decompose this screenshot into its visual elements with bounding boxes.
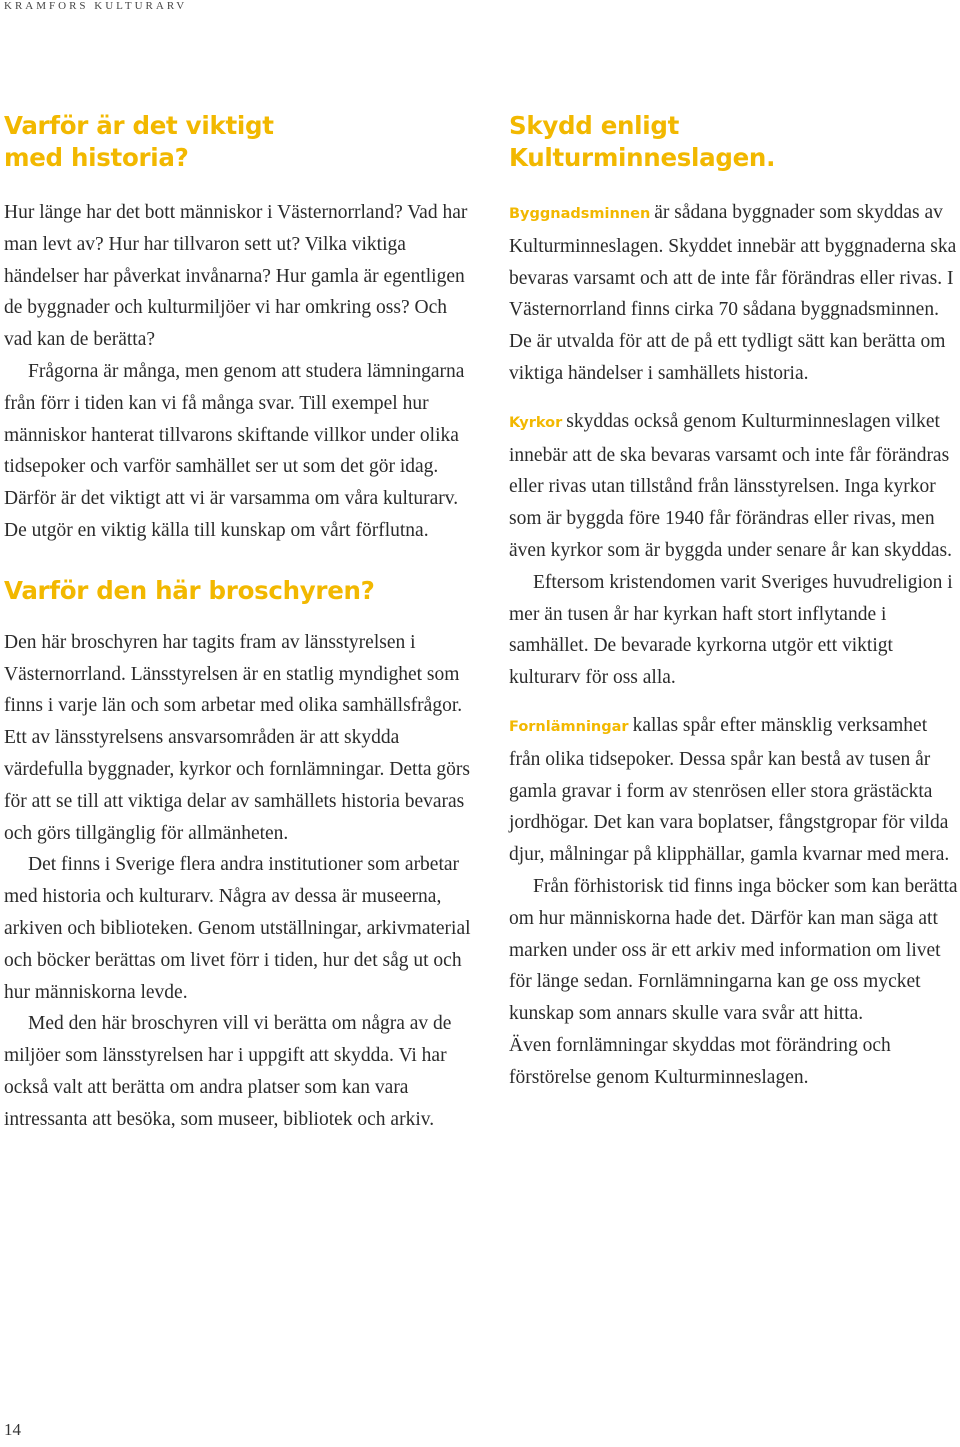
paragraph-brochure-purpose: Med den här broschyren vill vi berätta om några av de miljöer som länsstyrelsen har i uppgift att skydda. Vi har också valt att berätta om andra platser som kan vara intressanta att besöka, som museer, bibliotek och arkiv. [4,1013,452,1130]
heading-protection-line1: Skydd enligt [509,111,680,140]
keyword-byggnadsminnen: Byggnadsminnen [509,206,651,222]
paragraph-answers: Frågorna är många, men genom att studera lämningarna från förr i tiden kan vi få många svar. Till exempel hur människor hanterat tillvarons skiftande villkor under olika tidsepoker och varför samhället ser ut som det gör idag. Därför är det viktigt att vi är varsamma om våra kulturarv. De utgör en viktig källa till kunskap om vårt förflutna. [4,360,465,541]
heading-why-history-line2: med historia? [4,143,189,172]
text-fornlamningar: kallas spår efter mänsklig verksamhet från olika tidsepoker. Dessa spår kan bestå av tusen år gamla gravar i form av stenrösen eller stora grästäckta jordhögar. Det kan vara boplatser, fångstgropar för vilda djur, målningar på klipphällar, gamla kvarnar med mera. [509,714,950,866]
heading-protection-line2: Kulturminneslagen. [509,143,776,172]
heading-protection [509,110,960,174]
heading-why-history-line1: Varför är det viktigt [4,111,274,140]
paragraph-byggnadsminnen [509,197,960,390]
paragraph-brochure-origin: Den här broschyren har tagits fram av länsstyrelsen i Västernorrland. Länsstyrelsen är en statlig myndighet som finns i varje län och som arbetar med olika samhällsfrågor. Ett av länsstyrelsens ansvarsområden är att skydda värdefulla byggnader, kyrkor och fornlämningar. Detta görs för att se till att viktiga delar av samhällets historia bevaras och görs tillgänglig för allmänheten. [4,631,470,844]
running-head: KRAMFORS KULTURARV [4,0,188,12]
paragraph-fornlamningar [509,710,960,871]
paragraph-questions: Hur länge har det bott människor i Västernorrland? Vad har man levt av? Hur har tillvaron sett ut? Vilka viktiga händelser har påverkat invånarna? Hur gamla är egentligen de byggnader och kulturmiljöer vi har omkring oss? Och vad kan de berätta? [4,202,468,351]
left-column [4,110,474,1136]
page-number: 14 [4,1420,21,1439]
paragraph-prehistory: Från förhistorisk tid finns inga böcker som kan berätta om hur människorna hade det. Därför kan man säga att marken under oss är ett arkiv med information om livet för länge sedan. Fornlämningarna kan ge oss mycket kunskap som annars skulle vara svår att hitta. [509,875,958,1025]
text-kyrkor: skyddas också genom Kulturminneslagen vilket innebär att de ska bevaras varsamt och inte får förändras eller rivas utan tillstånd från länsstyrelsen. Inga kyrkor som är byggda före 1940 får förändras eller rivas, men även kyrkor som är byggda under senare år kan skyddas. [509,410,952,561]
right-column [509,110,960,1094]
paragraph-institutions: Det finns i Sverige flera andra institutioner som arbetar med historia och kulturarv. Några av dessa är museerna, arkiven och biblioteken. Genom utställningar, arkivmaterial och böcker berättas om livet förr i tiden, hur det såg ut och hur människorna levde. [4,854,471,1003]
paragraph-protection-fornlamningar: Även fornlämningar skyddas mot förändring och förstörelse genom Kulturminneslagen. [509,1034,891,1088]
paragraph-kyrkor [509,406,960,567]
heading-why-history [4,110,474,174]
heading-why-brochure: Varför den här broschyren? [4,575,375,605]
paragraph-christianity: Eftersom kristendomen varit Sveriges huvudreligion i mer än tusen år har kyrkan haft stort inflytande i samhället. De bevarade kyrkorna utgör ett viktigt kulturarv för oss alla. [509,571,953,689]
text-byggnadsminnen: är sådana byggnader som skyddas av Kulturminneslagen. Skyddet innebär att byggnaderna ska bevaras varsamt och att de inte får förändras eller rivas. I Västernorrland finns cirka 70 sådana byggnadsminnen. De är utvalda för att de på ett tydligt sätt kan berätta om viktiga händelser i samhällets historia. [509,202,957,384]
keyword-fornlamningar: Fornlämningar [509,718,629,735]
keyword-kyrkor: Kyrkor [509,414,563,431]
